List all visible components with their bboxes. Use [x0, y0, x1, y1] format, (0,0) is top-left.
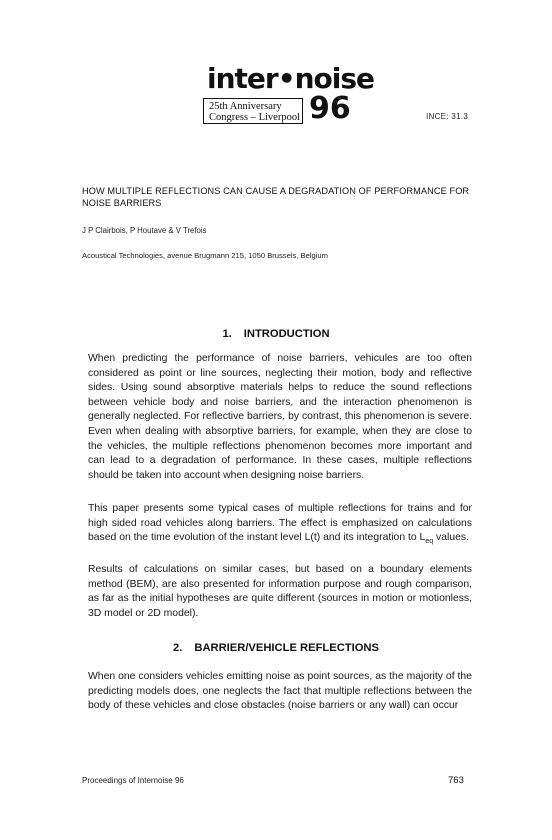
intro-paragraph-2-text: This paper presents some typical cases of multiple reflections for trains and for high sided road vehicles along barriers. The effect is emphasized on calculations based on the time evolution of the instant level L(t) and its integration to L: [88, 503, 472, 544]
intro-paragraph-1: When predicting the performance of noise barriers, vehicules are too often considered as point or line sources, neglecting their motion, body and reflective sides. Using sound absorptive materials helps to reduce the sound reflections between vehicle body and noise barriers, and the interaction phenomenon is generally neglected. For reflective barriers, by contrast, this phenomenon is severe. Even when dealing with absorptive barriers, for example, when they are close to the vehicles, the multiple reflections phenomenon becomes more important and can lead to a degradation of performance. In these cases, multiple reflections should be taken into account when designing noise barriers.: [88, 353, 472, 481]
section-title: INTRODUCTION: [243, 328, 330, 340]
page-number: 763: [448, 775, 464, 786]
intro-paragraph-2: [88, 502, 472, 550]
internoise-logo: [203, 62, 375, 132]
logo-anniversary-box: [203, 98, 303, 124]
section-heading-reflections: [0, 642, 552, 654]
paper-title: HOW MULTIPLE REFLECTIONS CAN CAUSE A DEGRADATION OF PERFORMANCE FOR NOISE BARRIERS: [82, 186, 470, 208]
intro-paragraph-2-end: values.: [433, 532, 469, 544]
paper-affiliation: Acoustical Technologies, avenue Brugmann 215, 1050 Brussels, Belgium: [82, 251, 328, 260]
logo-box-line1: 25th Anniversary: [209, 101, 282, 112]
logo-wordmark: inter•noise: [207, 62, 375, 95]
leq-subscript: eq: [425, 538, 434, 546]
footer-proceedings: Proceedings of Internoise 96: [82, 776, 184, 785]
reflections-paragraph-1: When one considers vehicles emitting noise as point sources, as the majority of the predicting models does, one neglects the fact that multiple reflections between the body of these vehicles and close obstacles (noise barriers or any wall) can occur: [88, 671, 472, 712]
paper-authors: J P Clairbois, P Houtave & V Trefois: [82, 226, 207, 235]
section-title: BARRIER/VEHICLE REFLECTIONS: [194, 642, 379, 654]
ince-code: INCE: 31.3: [426, 112, 469, 121]
logo-box-line2: Congress – Liverpool: [209, 112, 300, 123]
intro-paragraph-3: Results of calculations on similar cases, but based on a boundary elements method (BEM), are also presented for information purpose and rough comparison, as far as the initial hypotheses are quite different (sources in motion or motionless, 3D model or 2D model).: [88, 564, 472, 619]
logo-year: 96: [309, 91, 351, 126]
section-heading-introduction: [0, 328, 552, 340]
section-number: 2.: [173, 642, 183, 654]
section-number: 1.: [222, 328, 232, 340]
